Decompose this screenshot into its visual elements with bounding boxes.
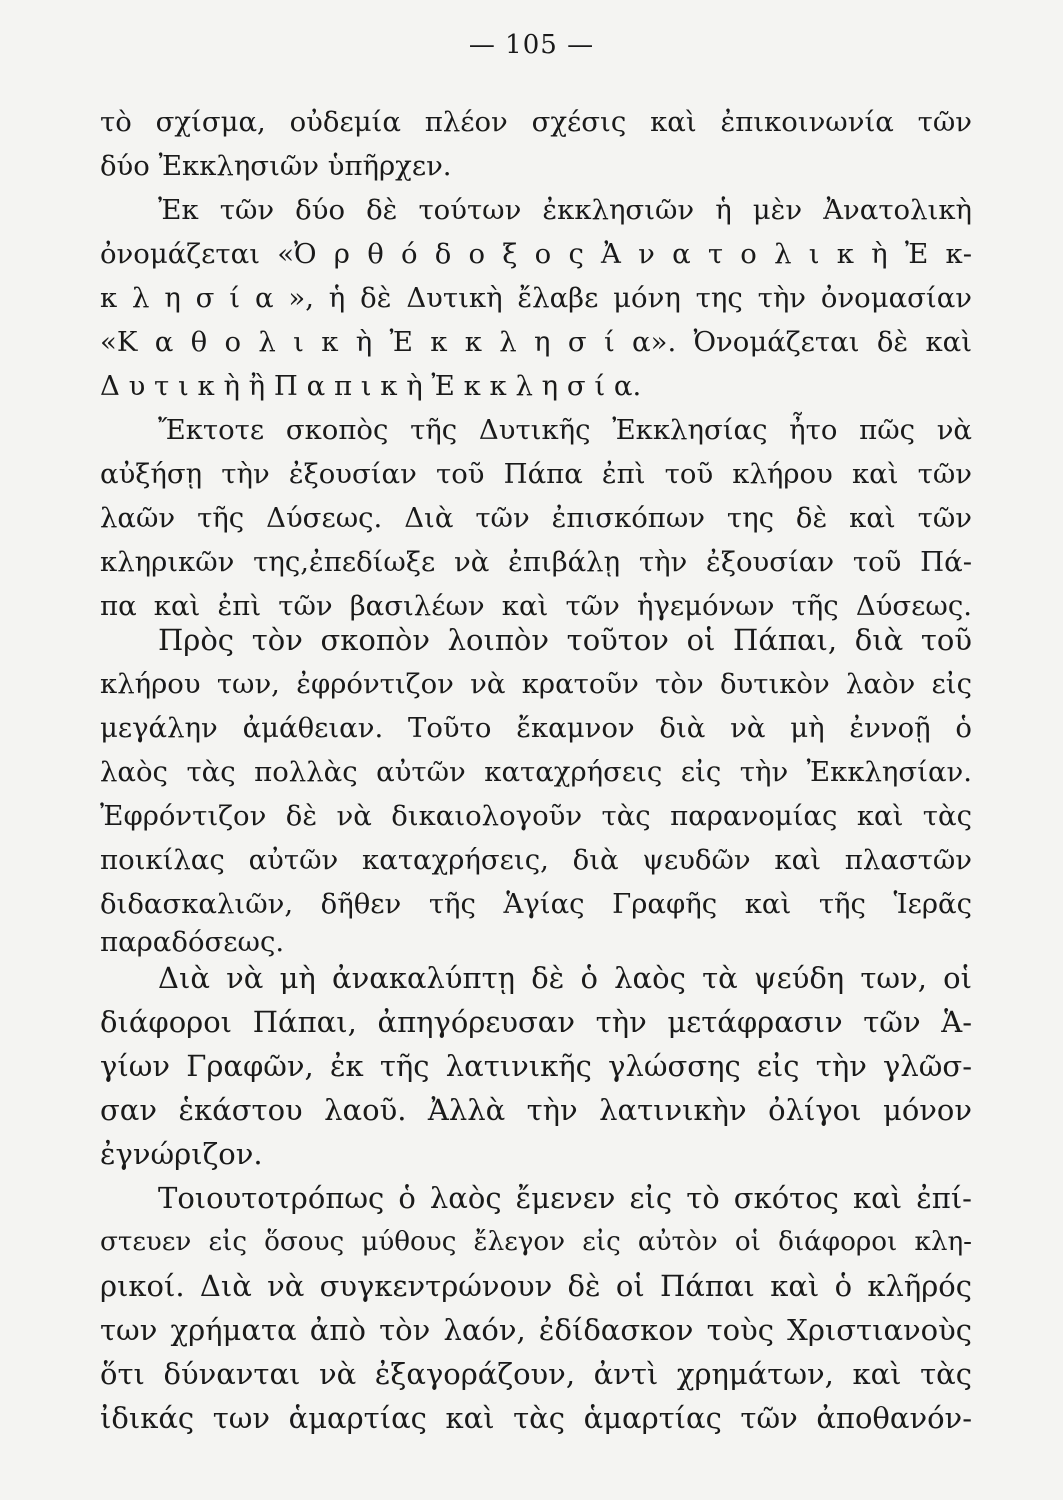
text-line: παραδόσεως. [100,926,285,958]
text-line: κ λ η σ ί α », ἡ δὲ Δυτικὴ ἔλαβε μόνη της τὴν ὀνομασίαν [100,282,972,314]
text-line: ὀνομάζεται «Ὀ ρ θ ό δ ο ξ ο ς Ἀ ν α τ ο λ ι κ ὴ Ἐ κ- [100,238,972,270]
text-line: Ἐκ τῶν δύο δὲ τούτων ἐκκλησιῶν ἡ μὲν Ἀνατολικὴ [158,194,972,226]
text-line: Ἐφρόντιζον δὲ νὰ δικαιολογοῦν τὰς παρανομίας καὶ τὰς [100,800,972,832]
text-line: λαὸς τὰς πολλὰς αὐτῶν καταχρήσεις εἰς τὴν Ἐκκλησίαν. [100,756,972,788]
text-line: κληρικῶν της,ἐπεδίωξε νὰ ἐπιβάλῃ τὴν ἐξουσίαν τοῦ Πά- [100,546,972,578]
text-line: ἐγνώριζον. [100,1137,263,1171]
text-line: πα καὶ ἐπὶ τῶν βασιλέων καὶ τῶν ἡγεμόνων τῆς Δύσεως. [100,590,972,622]
text-line: δύο Ἐκκλησιῶν ὑπῆρχεν. [100,150,452,182]
text-line: ὅτι δύνανται νὰ ἐξαγοράζουν, ἀντὶ χρημάτων, καὶ τὰς [100,1357,972,1391]
text-line: τὸ σχίσμα, οὐδεμία πλέον σχέσις καὶ ἐπικοινωνία τῶν [100,106,972,138]
text-line: ποικίλας αὐτῶν καταχρήσεις, διὰ ψευδῶν καὶ πλαστῶν [100,844,972,876]
text-line: ρικοί. Διὰ νὰ συγκεντρώνουν δὲ οἱ Πάπαι καὶ ὁ κλῆρός [100,1269,972,1303]
text-line: Πρὸς τὸν σκοπὸν λοιπὸν τοῦτον οἱ Πάπαι, διὰ τοῦ [158,623,972,657]
text-line: ἰδικάς των ἁμαρτίας καὶ τὰς ἁμαρτίας τῶν ἀποθανόν- [100,1401,972,1435]
text-line: στευεν εἰς ὅσους μύθους ἔλεγον εἰς αὐτὸν οἱ διάφοροι κλη- [100,1227,972,1257]
text-line: Ἔκτοτε σκοπὸς τῆς Δυτικῆς Ἐκκλησίας ἦτο πῶς νὰ [158,414,972,446]
text-line: Διὰ νὰ μὴ ἀνακαλύπτῃ δὲ ὁ λαὸς τὰ ψεύδη των, οἱ [158,961,972,995]
text-line: σαν ἑκάστου λαοῦ. Ἀλλὰ τὴν λατινικὴν ὀλίγοι μόνον [100,1093,972,1127]
text-line: των χρήματα ἀπὸ τὸν λαόν, ἐδίδασκον τοὺς Χριστιανοὺς [100,1313,972,1347]
page-number: — 105 — [468,30,595,60]
text-line: κλήρου των, ἐφρόντιζον νὰ κρατοῦν τὸν δυτικὸν λαὸν εἰς [100,668,972,700]
text-line: Δ υ τ ι κ ὴ ἢ Π α π ι κ ὴ Ἐ κ κ λ η σ ί α. [100,370,642,402]
text-line: γίων Γραφῶν, ἐκ τῆς λατινικῆς γλώσσης εἰς τὴν γλῶσ- [100,1049,972,1083]
text-line: διάφοροι Πάπαι, ἀπηγόρευσαν τὴν μετάφρασιν τῶν Ἁ- [100,1005,972,1039]
text-line: μεγάλην ἀμάθειαν. Τοῦτο ἔκαμνον διὰ νὰ μὴ ἐννοῇ ὁ [100,712,972,744]
text-line: διδασκαλιῶν, δῆθεν τῆς Ἁγίας Γραφῆς καὶ τῆς Ἱερᾶς [100,888,972,920]
text-line: «Κ α θ ο λ ι κ ὴ Ἐ κ κ λ η σ ί α». Ὀνομάζεται δὲ καὶ [100,326,972,358]
text-line: Τοιουτοτρόπως ὁ λαὸς ἔμενεν εἰς τὸ σκότος καὶ ἐπί- [158,1181,972,1215]
text-line: λαῶν τῆς Δύσεως. Διὰ τῶν ἐπισκόπων της δὲ καὶ τῶν [100,502,972,534]
text-line: αὐξήσῃ τὴν ἐξουσίαν τοῦ Πάπα ἐπὶ τοῦ κλήρου καὶ τῶν [100,458,972,490]
